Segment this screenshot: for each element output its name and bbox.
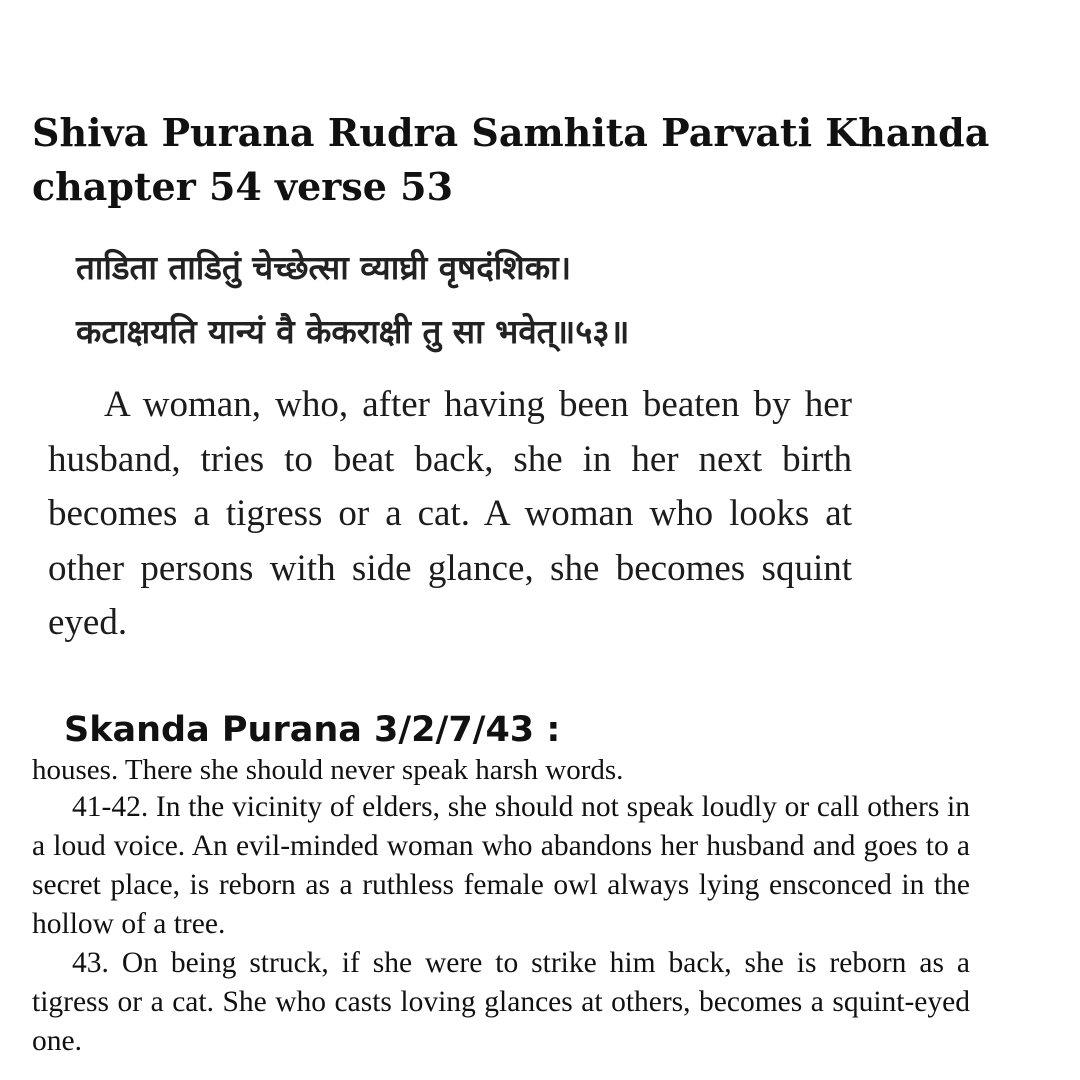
skanda-paragraph-41-42: 41-42. In the vicinity of elders, she should not speak loudly or call others in a loud voice. An evil-minded woman who abandons her husband and goes to a secret place, is reborn as a ruthless female owl always lying ensconced in the hollow of a tree. — [32, 791, 970, 940]
skanda-paragraph-43: 43. On being struck, if she were to strike him back, she is reborn as a tigress or a cat. She who casts loving glances at others, becomes a squint-eyed one. — [32, 947, 970, 1057]
skanda-cutoff-text: houses. There she should never speak harsh words. — [32, 754, 624, 786]
skanda-cutoff-line — [32, 754, 972, 786]
sanskrit-verse — [76, 236, 976, 364]
skanda-excerpt — [32, 788, 970, 1061]
shiva-translation: A woman, who, after having been beaten by her husband, tries to beat back, she in her next birth becomes a tigress or a cat. A woman who looks at other persons with side glance, she becomes squint eyed. — [48, 384, 852, 643]
sanskrit-line-2: कटाक्षयति यान्यं वै केकराक्षी तु सा भवेत्॥५३॥ — [76, 312, 630, 351]
shiva-purana-title: Shiva Purana Rudra Samhita Parvati Khanda chapter 54 verse 53 — [32, 110, 990, 209]
skanda-purana-title: Skanda Purana 3/2/7/43 : — [64, 710, 561, 750]
sanskrit-line-1: ताडिता ताडितुं चेच्छेत्सा व्याघ्री वृषदंशिका। — [76, 248, 572, 287]
